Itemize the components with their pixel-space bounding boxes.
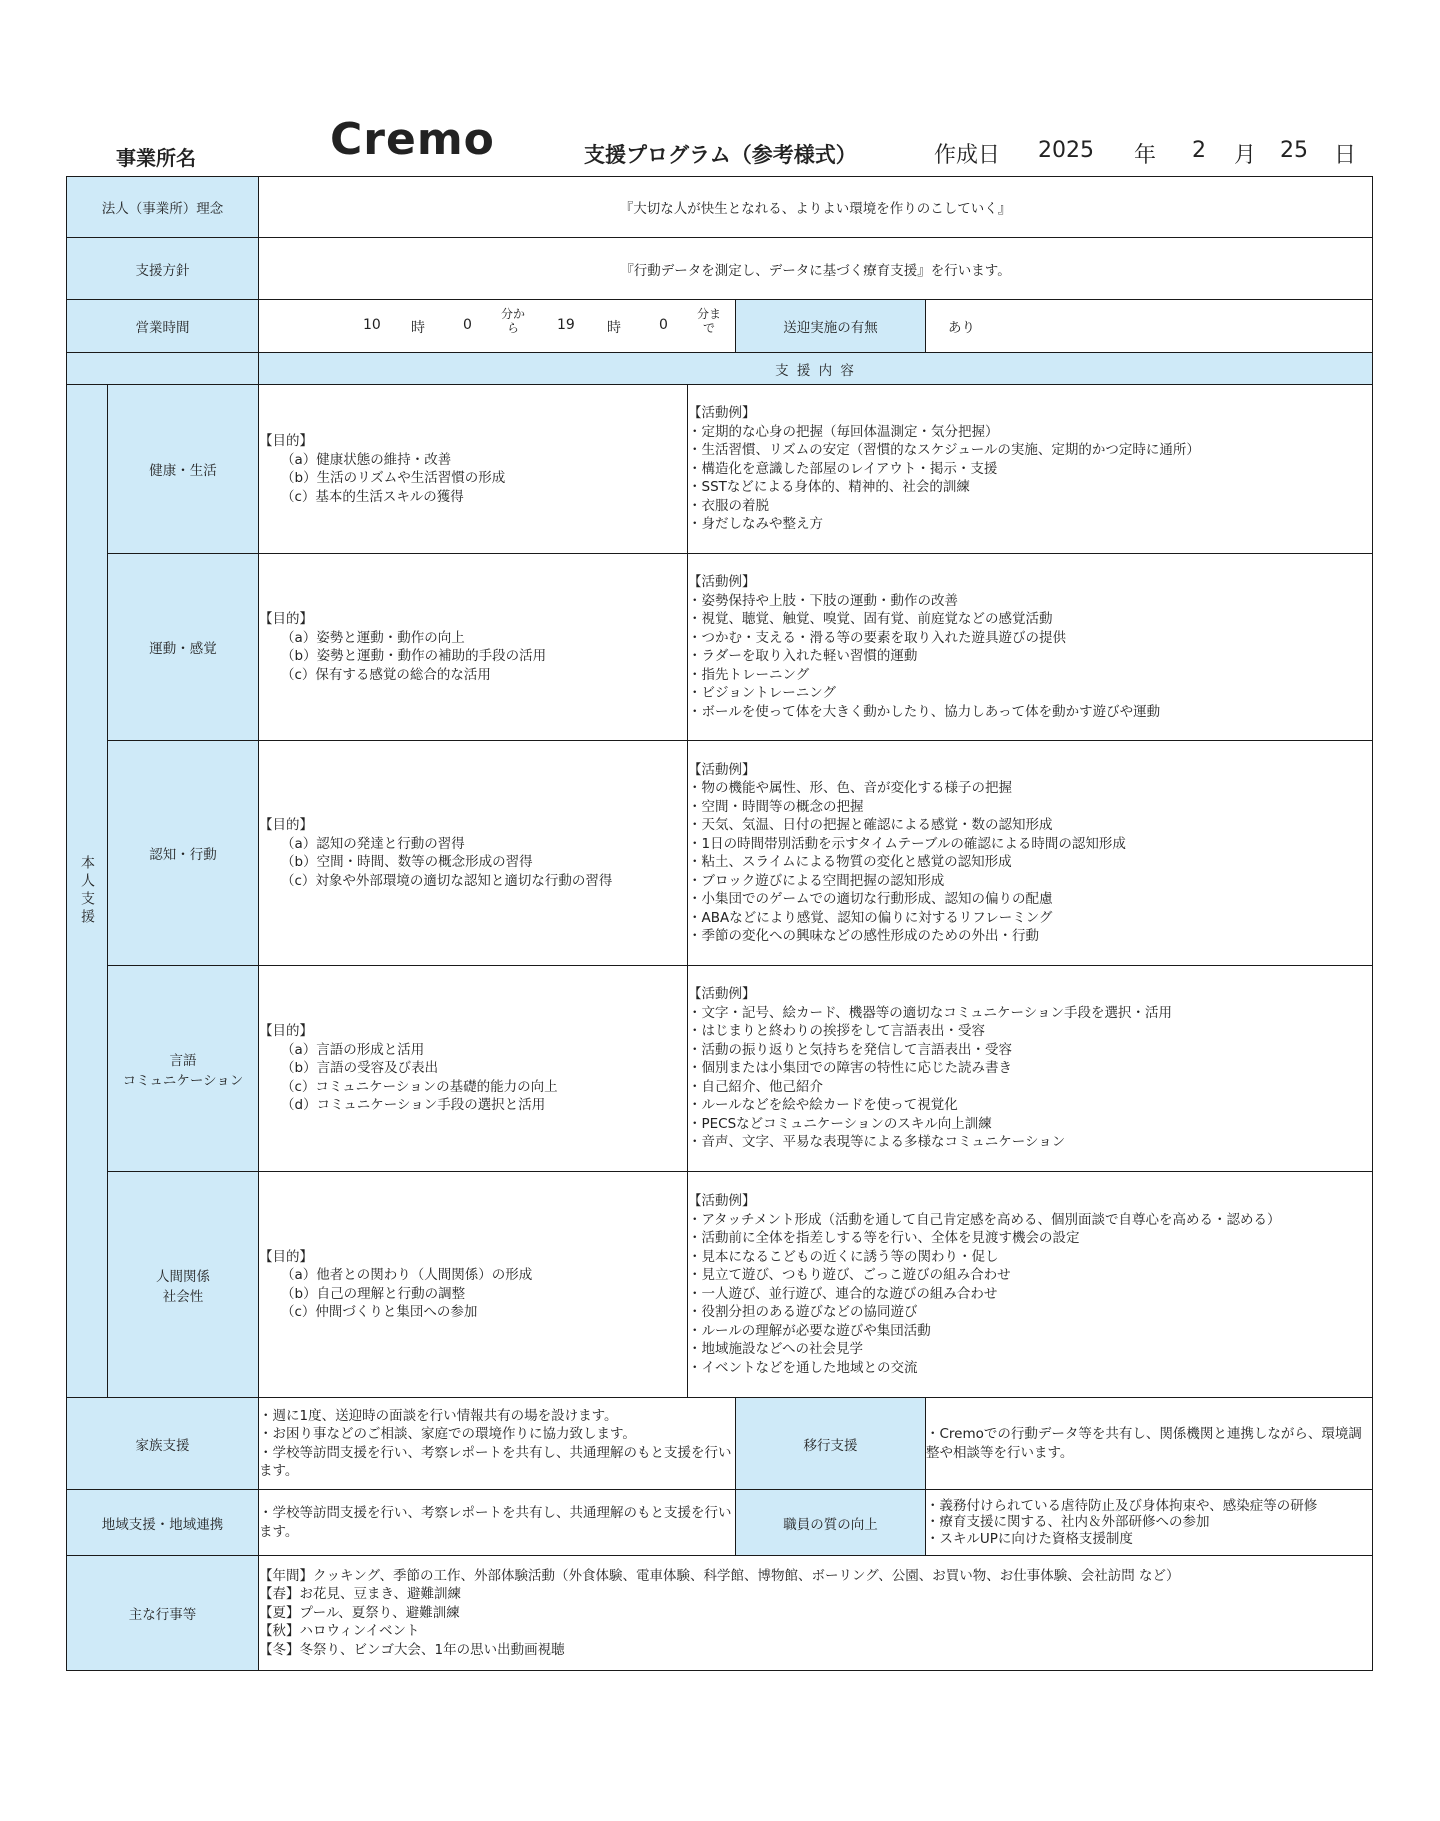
hours-from-unit: 分から [500, 307, 525, 335]
events-item: 【春】お花見、豆まき、避難訓練 [259, 1586, 461, 1603]
community-support-item: ・ 学校等訪問支援を行い、考察レポートを共有し、共通理解のもと支援を行います。 [259, 1504, 735, 1541]
hours-hour-unit-2: 時 [607, 320, 621, 336]
area-label-line1: 言語 [169, 1052, 197, 1069]
activity-item: ・ 一人遊び、並行遊び、連合的な遊びの組み合わせ [688, 1285, 1372, 1304]
activity-item: ・ 見本になるこどもの近くに誘う等の関わり・促し [688, 1248, 1372, 1267]
hours-start-minute: 0 [463, 317, 472, 333]
activity-item: ・ イベントなどを通した地域との交流 [688, 1359, 1372, 1378]
personal-support-label [67, 385, 108, 1398]
goal-item: （a）認知の発達と行動の習得 [281, 835, 465, 852]
activity-item: ・ ABAなどにより感覚、認知の偏りに対するリフレーミング [688, 909, 1372, 928]
community-support-content [259, 1490, 736, 1556]
activity-item: ・ 天気、気温、日付の把握と確認による感覚・数の認知形成 [688, 816, 1372, 835]
activity-item: ・ 粘土、スライムによる物質の変化と感覚の認知形成 [688, 853, 1372, 872]
activity-item: ・ 自己紹介、他己紹介 [688, 1078, 1372, 1097]
date-day: 25 [1280, 138, 1308, 163]
area-label-line1: 人間関係 [156, 1268, 210, 1285]
transport-value: あり [926, 300, 1373, 353]
activity-item: ・ 指先トレーニング [688, 666, 1372, 685]
activity-item: ・ ルールなどを絵や絵カードを使って視覚化 [688, 1096, 1372, 1115]
goal-item: （c）基本的生活スキルの獲得 [281, 488, 464, 505]
family-support-item: ・ 週に1度、送迎時の面談を行い情報共有の場を設けます。 [259, 1407, 735, 1426]
area-label [108, 966, 259, 1172]
activity-item: ・ 構造化を意識した部屋のレイアウト・掲示・支援 [688, 460, 1372, 479]
activity-item: ・ 姿勢保持や上肢・下肢の運動・動作の改善 [688, 592, 1372, 611]
staff-quality-content [926, 1490, 1373, 1556]
document-header [66, 112, 1372, 172]
date-year-unit: 年 [1134, 143, 1157, 168]
goal-item: （c）コミュニケーションの基礎的能力の向上 [281, 1078, 558, 1095]
activity-item: ・ 定期的な心身の把握（毎回体温測定・気分把握） [688, 423, 1372, 442]
family-support-label: 家族支援 [67, 1398, 259, 1490]
goal-title: 【目的】 [259, 1023, 313, 1040]
events-item: 【冬】冬祭り、ビンゴ大会、1年の思い出動画視聴 [259, 1641, 565, 1658]
area-label: 運動・感覚 [108, 554, 259, 741]
transition-support-label: 移行支援 [736, 1398, 926, 1490]
hours-hour-unit-1: 時 [411, 320, 425, 336]
family-support-item: ・ お困り事などのご相談、家庭での環境作りに協力致します。 [259, 1425, 735, 1444]
office-label: 事業所名 [116, 146, 196, 170]
goal-item: （b）姿勢と運動・動作の補助的手段の活用 [281, 648, 547, 664]
support-row-social [67, 1172, 1373, 1398]
goal-item: （b）生活のリズムや生活習慣の形成 [281, 470, 506, 486]
hours-row [67, 300, 1373, 353]
goal-cell [259, 1172, 688, 1398]
activity-title: 【活動例】 [688, 986, 756, 1003]
activity-item: ・ 視覚、聴覚、触覚、嗅覚、固有覚、前庭覚などの感覚活動 [688, 610, 1372, 629]
events-content [259, 1556, 1373, 1671]
activity-item: ・ アタッチメント形成（活動を通して自己肯定感を高める、個別面談で自尊心を高める・認める） [688, 1211, 1372, 1230]
goal-item: （c）対象や外部環境の適切な認知と適切な行動の習得 [281, 872, 613, 889]
activity-title: 【活動例】 [688, 574, 756, 590]
area-label: 健康・生活 [108, 385, 259, 554]
goal-title: 【目的】 [259, 611, 313, 627]
activity-item: ・ 小集団でのゲームでの適切な行動形成、認知の偏りの配慮 [688, 890, 1372, 909]
staff-quality-item: ・ スキルUPに向けた資格支援制度 [926, 1531, 1372, 1548]
goal-cell [259, 741, 688, 966]
activity-item: ・ 個別または小集団での障害の特性に応じた読み書き [688, 1059, 1372, 1078]
activity-item: ・ 生活習慣、リズムの安定（習慣的なスケジュールの実施、定期的かつ定時に通所） [688, 441, 1372, 460]
activity-title: 【活動例】 [688, 405, 756, 422]
goal-cell [259, 966, 688, 1172]
activity-item: ・ 衣服の着脱 [688, 497, 1372, 516]
hours-end-hour: 19 [557, 317, 575, 333]
events-item: 【夏】プール、夏祭り、避難訓練 [259, 1604, 460, 1621]
staff-quality-label: 職員の質の向上 [736, 1490, 926, 1556]
area-label: 認知・行動 [108, 741, 259, 966]
office-name: Cremo [330, 114, 495, 165]
personal-support-text: 本人支援 [79, 855, 95, 927]
activity-item: ・ ボールを使って体を大きく動かしたり、協力しあって体を動かす遊びや運動 [688, 703, 1372, 722]
date-day-unit: 日 [1334, 143, 1357, 168]
support-contents-spacer [67, 353, 259, 385]
support-row-health [67, 385, 1373, 554]
hours-value [259, 300, 736, 353]
date-month: 2 [1192, 138, 1206, 163]
activity-cell [688, 385, 1373, 554]
transition-support-item: ・ Cremoでの行動データ等を共有し、関係機関と連携しながら、環境調整や相談等を行います。 [926, 1425, 1372, 1462]
activity-item: ・ ブロック遊びによる空間把握の認知形成 [688, 872, 1372, 891]
goal-item: （a）他者との関わり（人間関係）の形成 [281, 1267, 533, 1283]
family-transition-row [67, 1398, 1373, 1490]
support-row-cognition [67, 741, 1373, 966]
philosophy-row [67, 177, 1373, 238]
goal-title: 【目的】 [259, 1248, 313, 1265]
area-label-line2: 社会性 [162, 1288, 204, 1305]
activity-cell [688, 1172, 1373, 1398]
activity-item: ・ 活動の振り返りと気持ちを発信して言語表出・受容 [688, 1041, 1372, 1060]
goal-title: 【目的】 [259, 817, 313, 833]
activity-item: ・ 1日の時間帯別活動を示すタイムテーブルの確認による時間の認知形成 [688, 835, 1372, 854]
goal-cell [259, 385, 688, 554]
events-label: 主な行事等 [67, 1556, 259, 1671]
community-support-label: 地域支援・地域連携 [67, 1490, 259, 1556]
activity-item: ・ 空間・時間等の概念の把握 [688, 798, 1372, 817]
activity-item: ・ SSTなどによる身体的、精神的、社会的訓練 [688, 478, 1372, 497]
goal-item: （d）コミュニケーション手段の選択と活用 [281, 1097, 546, 1114]
community-staff-row [67, 1490, 1373, 1556]
activity-item: ・ 活動前に全体を指差しする等を行い、全体を見渡す機会の設定 [688, 1229, 1372, 1248]
goal-item: （c）保有する感覚の総合的な活用 [281, 666, 491, 683]
activity-item: ・ 音声、文字、平易な表現等による多様なコミュニケーション [688, 1133, 1372, 1152]
activity-item: ・ 見立て遊び、つもり遊び、ごっこ遊びの組み合わせ [688, 1266, 1372, 1285]
activity-item: ・ つかむ・支える・滑る等の要素を取り入れた遊具遊びの提供 [688, 629, 1372, 648]
policy-row [67, 238, 1373, 300]
activity-item: ・ 文字・記号、絵カード、機器等の適切なコミュニケーション手段を選択・活用 [688, 1004, 1372, 1023]
date-month-unit: 月 [1234, 143, 1257, 168]
area-label [108, 1172, 259, 1398]
goal-title: 【目的】 [259, 433, 313, 449]
activity-item: ・ 身だしなみや整え方 [688, 515, 1372, 534]
activity-item: ・ 役割分担のある遊びなどの協同遊び [688, 1303, 1372, 1322]
philosophy-text: 『大切な人が快生となれる、よりよい環境を作りのこしていく』 [259, 177, 1373, 238]
hours-label: 営業時間 [67, 300, 259, 353]
activity-title: 【活動例】 [688, 1193, 756, 1209]
area-label-line2: コミュニケーション [122, 1072, 244, 1089]
goal-item: （c）仲間づくりと集団への参加 [281, 1304, 478, 1320]
policy-text: 『行動データを測定し、データに基づく療育支援』を行います。 [259, 238, 1373, 300]
activity-cell [688, 554, 1373, 741]
support-contents-label: 支 援 内 容 [259, 353, 1373, 385]
goal-item: （a）健康状態の維持・改善 [281, 451, 452, 468]
activity-item: ・ 季節の変化への興味などの感性形成のための外出・行動 [688, 927, 1372, 946]
activity-item: ・ ラダーを取り入れた軽い習慣的運動 [688, 647, 1372, 666]
activity-item: ・ ルールの理解が必要な遊びや集団活動 [688, 1322, 1372, 1341]
activity-item: ・ 物の機能や属性、形、色、音が変化する様子の把握 [688, 779, 1372, 798]
hours-end-minute: 0 [659, 317, 668, 333]
events-item: 【秋】ハロウィンイベント [259, 1623, 420, 1640]
goal-cell [259, 554, 688, 741]
support-program-table [66, 176, 1373, 1671]
activity-title: 【活動例】 [688, 761, 756, 778]
transition-support-content [926, 1398, 1373, 1490]
events-item: 【年間】クッキング、季節の工作、外部体験活動（外食体験、電車体験、科学館、博物館、ボーリング、公園、お買い物、お仕事体験、会社訪問 など） [259, 1567, 1180, 1584]
program-title: 支援プログラム（参考様式） [584, 143, 857, 167]
policy-label: 支援方針 [67, 238, 259, 300]
date-year: 2025 [1038, 138, 1094, 163]
family-support-item: ・ 学校等訪問支援を行い、考察レポートを共有し、共通理解のもと支援を行います。 [259, 1444, 735, 1481]
staff-quality-item: ・ 療育支援に関する、社内＆外部研修への参加 [926, 1514, 1372, 1531]
goal-item: （b）空間・時間、数等の概念形成の習得 [281, 854, 533, 870]
activity-item: ・ はじまりと終わりの挨拶をして言語表出・受容 [688, 1022, 1372, 1041]
activity-item: ・ PECSなどコミュニケーションのスキル向上訓練 [688, 1115, 1372, 1134]
support-contents-header-row [67, 353, 1373, 385]
staff-quality-item: ・ 義務付けられている虐待防止及び身体拘束や、感染症等の研修 [926, 1498, 1372, 1515]
goal-item: （a）言語の形成と活用 [281, 1041, 425, 1058]
goal-item: （b）自己の理解と行動の調整 [281, 1285, 466, 1302]
events-row [67, 1556, 1373, 1671]
goal-item: （a）姿勢と運動・動作の向上 [281, 629, 465, 646]
hours-until-unit: 分まで [696, 307, 721, 335]
activity-item: ・ ビジョントレーニング [688, 684, 1372, 703]
philosophy-label: 法人（事業所）理念 [67, 177, 259, 238]
family-support-content [259, 1398, 736, 1490]
date-label: 作成日 [934, 143, 1001, 168]
hours-start-hour: 10 [363, 317, 381, 333]
transport-label: 送迎実施の有無 [736, 300, 926, 353]
goal-item: （b）言語の受容及び表出 [281, 1060, 439, 1077]
activity-cell [688, 741, 1373, 966]
creation-date [934, 138, 1374, 168]
support-row-motor [67, 554, 1373, 741]
support-row-language [67, 966, 1373, 1172]
activity-item: ・ 地域施設などへの社会見学 [688, 1340, 1372, 1359]
activity-cell [688, 966, 1373, 1172]
